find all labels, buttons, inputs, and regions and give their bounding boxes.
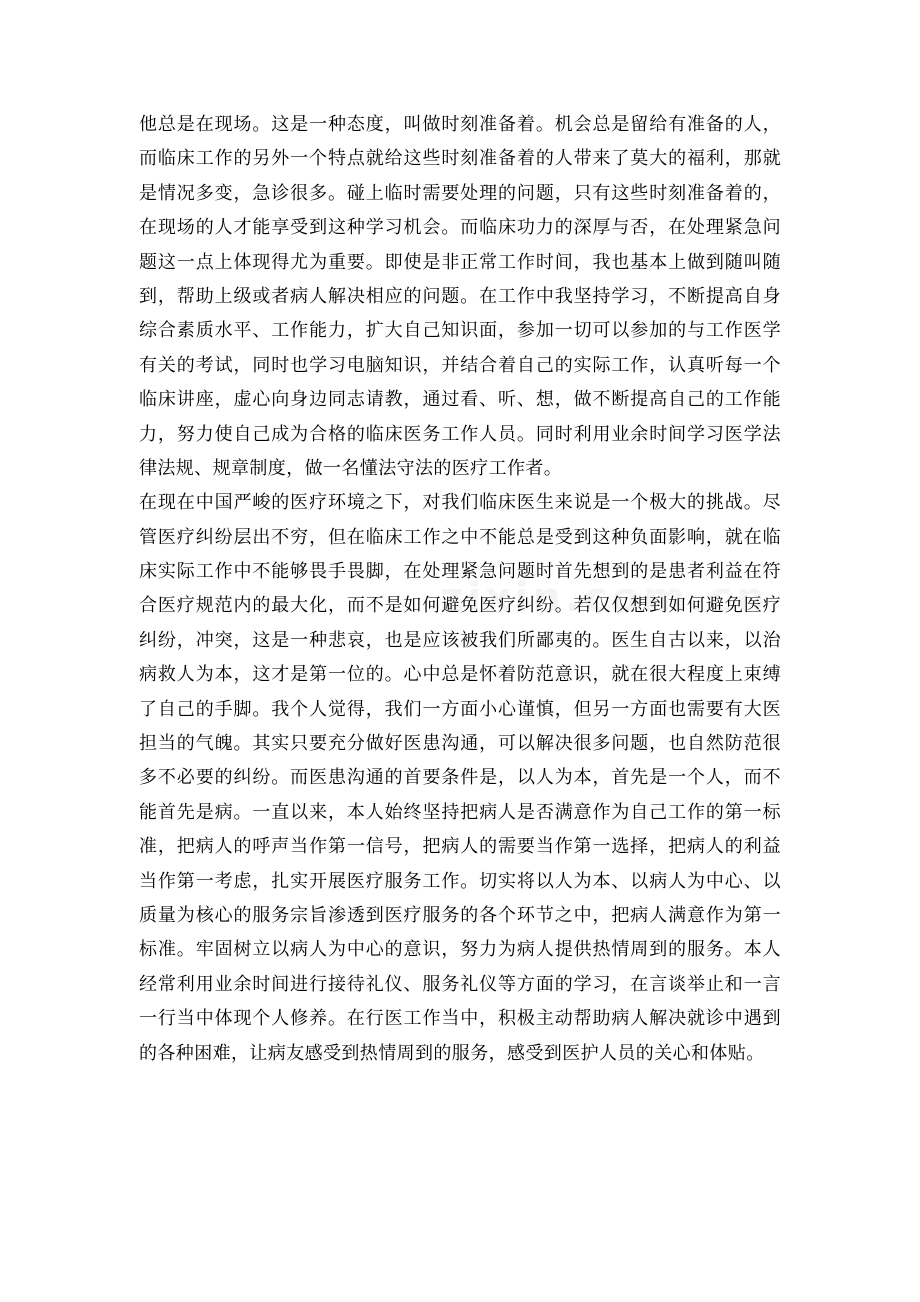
text-line: 多不必要的纠纷。而医患沟通的首要条件是，以人为本，首先是一个人，而不 — [139, 767, 781, 789]
text-line: 在现在中国严峻的医疗环境之下，对我们临床医生来说是一个极大的挑战。尽 — [139, 492, 781, 514]
text-line: 当作第一考虑，扎实开展医疗服务工作。切实将以人为本、以病人为中心、以 — [139, 870, 781, 892]
text-line: 能首先是病。一直以来，本人始终坚持把病人是否满意作为自己工作的第一标 — [139, 801, 781, 823]
text-line: 标准。牢固树立以病人为中心的意识，努力为病人提供热情周到的服务。本人 — [139, 939, 781, 961]
text-line: 他总是在现场。这是一种态度，叫做时刻准备着。机会总是留给有准备的人， — [139, 114, 781, 135]
text-line: 有关的考试，同时也学习电脑知识，并结合着自己的实际工作，认真听每一个 — [139, 354, 781, 376]
text-line: 的各种困难，让病友感受到热情周到的服务，感受到医护人员的关心和体贴。 — [139, 1042, 765, 1064]
text-line: 了自己的手脚。我个人觉得，我们一方面小心谨慎，但另一方面也需要有大医 — [139, 698, 781, 720]
text-line: 力，努力使自己成为合格的临床医务工作人员。同时利用业余时间学习医学法 — [139, 423, 781, 445]
text-line: 题这一点上体现得尤为重要。即使是非正常工作时间，我也基本上做到随叫随 — [139, 251, 781, 273]
text-line: 质量为核心的服务宗旨渗透到医疗服务的各个环节之中，把病人满意作为第一 — [139, 904, 781, 926]
text-line: 到，帮助上级或者病人解决相应的问题。在工作中我坚持学习，不断提高自身 — [139, 285, 781, 307]
text-line: 准，把病人的呼声当作第一信号，把病人的需要当作第一选择，把病人的利益 — [139, 836, 781, 858]
text-line: 纠纷，冲突，这是一种悲哀，也是应该被我们所鄙夷的。医生自古以来，以治 — [139, 629, 781, 651]
text-line: 病救人为本，这才是第一位的。心中总是怀着防范意识，就在很大程度上束缚 — [139, 664, 781, 686]
text-line: 一行当中体现个人修养。在行医工作当中，积极主动帮助病人解决就诊中遇到 — [139, 1008, 781, 1030]
text-line: 在现场的人才能享受到这种学习机会。而临床功力的深厚与否，在处理紧急问 — [139, 217, 781, 239]
text-line: 合医疗规范内的最大化，而不是如何避免医疗纠纷。若仅仅想到如何避免医疗 — [139, 595, 781, 617]
text-line: 经常利用业余时间进行接待礼仪、服务礼仪等方面的学习，在言谈举止和一言 — [139, 973, 781, 995]
text-line: 是情况多变，急诊很多。碰上临时需要处理的问题，只有这些时刻准备着的， — [139, 182, 781, 204]
text-line: 而临床工作的另外一个特点就给这些时刻准备着的人带来了莫大的福利，那就 — [139, 148, 781, 170]
text-line: 担当的气魄。其实只要充分做好医患沟通，可以解决很多问题，也自然防范很 — [139, 733, 781, 755]
document-page — [139, 108, 781, 1071]
paragraph-2 — [139, 486, 781, 1071]
text-line: 管医疗纠纷层出不穷，但在临床工作之中不能总是受到这种负面影响，就在临 — [139, 526, 781, 548]
text-line: 床实际工作中不能够畏手畏脚，在处理紧急问题时首先想到的是患者利益在符 — [139, 561, 781, 583]
text-line: 律法规、规章制度，做一名懂法守法的医疗工作者。 — [139, 457, 563, 479]
paragraph-1 — [139, 108, 781, 486]
text-line: 临床讲座，虚心向身边同志请教，通过看、听、想，做不断提高自己的工作能 — [139, 389, 781, 411]
text-line: 综合素质水平、工作能力，扩大自己知识面，参加一切可以参加的与工作医学 — [139, 320, 781, 342]
